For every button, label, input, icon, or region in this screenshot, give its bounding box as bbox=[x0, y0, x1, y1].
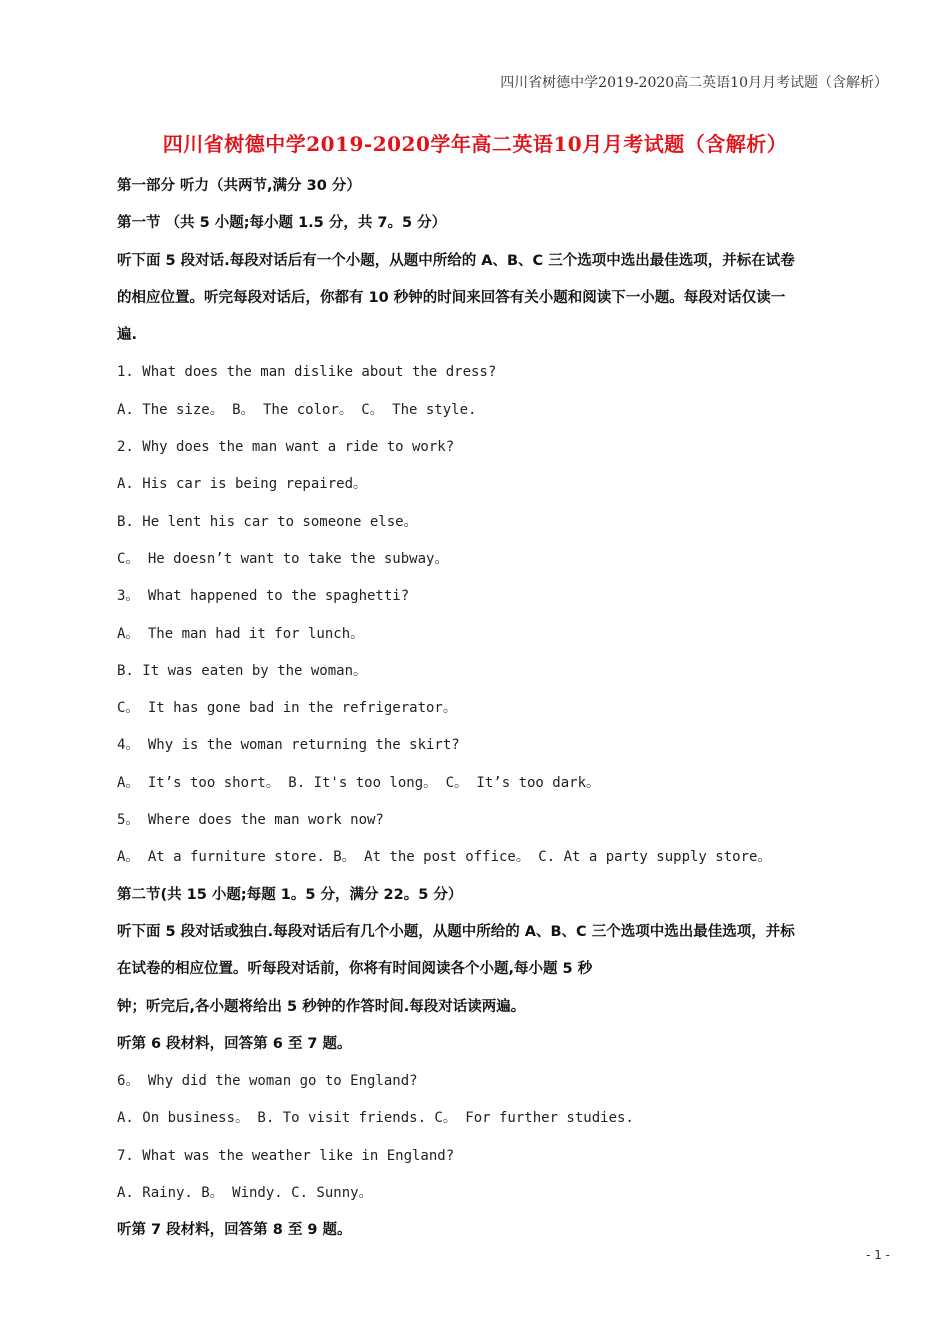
question-line: 5。 Where does the man work now? bbox=[117, 812, 384, 829]
question-line: 7. What was the weather like in England? bbox=[117, 1147, 455, 1164]
page-number: - 1 - bbox=[866, 1248, 890, 1262]
section-instruction-line: 第一部分 听力（共两节,满分 30 分） bbox=[117, 178, 361, 194]
question-line: A. Rainy. B。 Windy. C. Sunny。 bbox=[117, 1185, 373, 1202]
section-instruction-line: 在试卷的相应位置。听每段对话前，你将有时间阅读各个小题,每小题 5 秒 bbox=[117, 961, 593, 978]
document-body bbox=[117, 172, 897, 1254]
question-line: A。 It’s too short。 B. It's too long。 C。 It’s too dark。 bbox=[117, 774, 601, 791]
question-line: 2. Why does the man want a ride to work? bbox=[117, 439, 455, 456]
question-line: C。 It has gone bad in the refrigerator。 bbox=[117, 700, 457, 717]
question-line: 6。 Why did the woman go to England? bbox=[117, 1073, 418, 1090]
question-line: A. On business。 B. To visit friends. C。 For further studies. bbox=[117, 1110, 634, 1127]
document-title: 四川省树德中学2019-2020学年高二英语10月月考试题（含解析） bbox=[162, 132, 788, 156]
question-line: A。 At a furniture store. B。 At the post office。 C. At a party supply store。 bbox=[117, 849, 772, 866]
section-instruction-line: 的相应位置。听完每段对话后，你都有 10 秒钟的时间来回答有关小题和阅读下一小题。每段对话仅读一 bbox=[117, 289, 786, 306]
question-line: 1. What does the man dislike about the dress? bbox=[117, 364, 497, 381]
question-line: 3。 What happened to the spaghetti? bbox=[117, 588, 410, 605]
question-line: A. The size。 B。 The color。 C。 The style. bbox=[117, 401, 477, 418]
question-line: A。 The man had it for lunch。 bbox=[117, 625, 365, 642]
question-line: B. It was eaten by the woman。 bbox=[117, 662, 368, 679]
section-instruction-line: 第一节 （共 5 小题;每小题 1.5 分，共 7。5 分） bbox=[117, 215, 447, 232]
section-instruction-line: 钟；听完后,各小题将给出 5 秒钟的作答时间.每段对话读两遍。 bbox=[117, 998, 526, 1015]
question-line: 4。 Why is the woman returning the skirt? bbox=[117, 737, 460, 754]
running-header: 四川省树德中学2019-2020高二英语10月月考试题（含解析） bbox=[500, 75, 888, 91]
section-instruction-line: 第二节(共 15 小题;每题 1。5 分，满分 22。5 分） bbox=[117, 886, 463, 903]
question-line: C。 He doesn’t want to take the subway。 bbox=[117, 550, 449, 567]
question-line: B. He lent his car to someone else。 bbox=[117, 513, 418, 530]
section-instruction-line: 遍. bbox=[117, 327, 138, 344]
section-instruction-line: 听第 6 段材料，回答第 6 至 7 题。 bbox=[117, 1035, 352, 1052]
question-line: A. His car is being repaired。 bbox=[117, 476, 368, 493]
section-instruction-line: 听下面 5 段对话或独白.每段对话后有几个小题，从题中所给的 A、B、C 三个选项中选出最佳选项，并标 bbox=[117, 923, 795, 940]
section-instruction-line: 听下面 5 段对话.每段对话后有一个小题，从题中所给的 A、B、C 三个选项中选出最佳选项，并标在试卷 bbox=[117, 252, 795, 269]
section-instruction-line: 听第 7 段材料，回答第 8 至 9 题。 bbox=[117, 1222, 352, 1239]
